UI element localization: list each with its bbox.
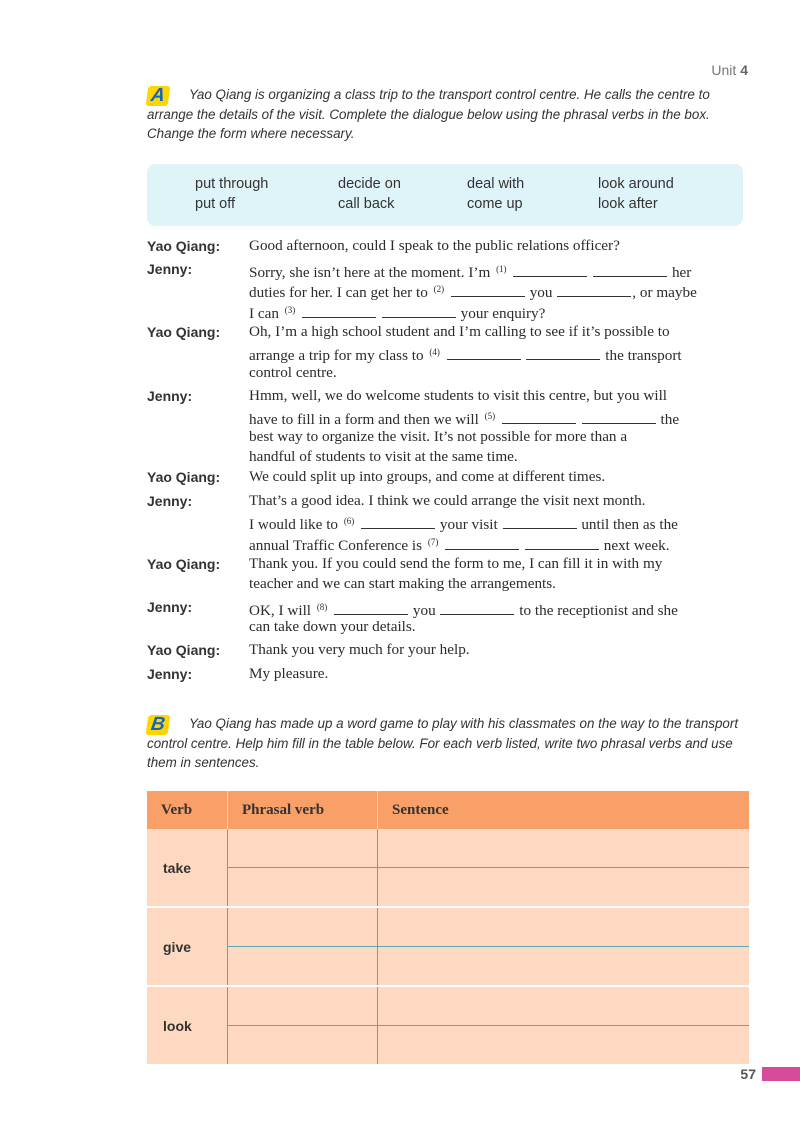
blank-number: (2) <box>433 284 445 295</box>
unit-label <box>711 62 748 78</box>
dialogue-line: arrange a trip for my class to $^{(4)}$ the transport <box>249 347 682 365</box>
dialogue-line: I would like to $^{(6)}$ your visit until then as the <box>249 516 678 534</box>
phrasal-verb-cell[interactable] <box>228 947 378 987</box>
blank-number: (4) <box>429 347 440 358</box>
phrasal-verb-cell[interactable] <box>228 868 378 908</box>
phrasal-verb-box <box>147 164 743 226</box>
sentence-cell[interactable] <box>378 829 750 868</box>
speaker-name: Jenny: <box>147 666 193 682</box>
page-number: 57 <box>740 1066 756 1082</box>
answer-blank[interactable] <box>503 516 577 529</box>
sentence-cell[interactable] <box>378 1026 750 1065</box>
verb-option: put off <box>195 196 236 212</box>
sentence-cell[interactable] <box>378 947 750 987</box>
answer-blank[interactable] <box>361 516 435 529</box>
word-game-table <box>147 791 749 1064</box>
verb-option: call back <box>338 196 395 212</box>
blank-number: (6) <box>343 516 355 527</box>
speaker-name: Jenny: <box>147 599 193 615</box>
phrasal-verb-cell[interactable] <box>228 907 378 947</box>
answer-blank[interactable] <box>382 305 456 318</box>
dialogue-line: That’s a good idea. I think we could arrange the visit next month. <box>249 492 646 509</box>
dialogue-line: Hmm, well, we do welcome students to visit this centre, but you will <box>249 387 668 404</box>
speaker-name: Jenny: <box>147 493 193 509</box>
answer-blank[interactable] <box>502 411 576 424</box>
section-b-instruction-text: Yao Qiang has made up a word game to play with his classmates on the way to the transport control centre. Help him fill in the table below. For each verb listed, write two phrasal verbs and use them in sentences. <box>147 716 739 770</box>
answer-blank[interactable] <box>525 537 599 550</box>
blank-number: (1) <box>496 264 507 274</box>
speaker-name: Yao Qiang: <box>147 469 221 485</box>
dialogue-line: annual Traffic Conference is $^{(7)}$ next week. <box>249 536 670 554</box>
dialogue-line: handful of students to visit at the same time. <box>249 447 518 465</box>
sentence-cell[interactable] <box>378 868 750 908</box>
speaker-name: Yao Qiang: <box>147 642 221 658</box>
speaker-name: Yao Qiang: <box>147 238 221 254</box>
verb-cell: look <box>147 986 228 1064</box>
dialogue-line: teacher and we can start making the arrangements. <box>249 575 556 593</box>
dialogue-line: We could split up into groups, and come at different times. <box>249 468 606 485</box>
dialogue-line: Thank you. If you could send the form to me, I can fill it in with my <box>249 555 663 572</box>
verb-option: come up <box>467 196 523 212</box>
blank-number: (8) <box>316 602 328 612</box>
section-b-instruction <box>147 715 747 772</box>
dialogue-line: Good afternoon, could I speak to the public relations officer? <box>249 237 620 254</box>
verb-option: put through <box>195 176 269 192</box>
dialogue-line: best way to organize the visit. It’s not possible for more than a <box>249 427 628 445</box>
answer-blank[interactable] <box>302 305 376 318</box>
answer-blank[interactable] <box>582 411 656 424</box>
header-phrasal-verb: Phrasal verb <box>228 791 378 829</box>
verb-cell: take <box>147 829 228 907</box>
phrasal-verb-cell[interactable] <box>228 1026 378 1065</box>
dialogue-line: control centre. <box>249 363 337 381</box>
header-verb: Verb <box>147 791 228 829</box>
phrasal-verb-cell[interactable] <box>228 829 378 868</box>
dialogue-line: can take down your details. <box>249 618 416 636</box>
phrasal-verb-cell[interactable] <box>228 986 378 1026</box>
answer-blank[interactable] <box>593 264 667 277</box>
blank-number: (7) <box>427 536 439 547</box>
unit-text: Unit <box>711 62 737 78</box>
answer-blank[interactable] <box>526 347 600 360</box>
speaker-name: Jenny: <box>147 261 193 277</box>
dialogue-line: have to fill in a form and then we will $^{(5)}$ the <box>249 411 680 429</box>
dialogue-line: I can $^{(3)}$ your enquiry? <box>249 304 546 322</box>
dialogue-line: Oh, I’m a high school student and I’m calling to see if it’s possible to <box>249 323 670 340</box>
dialogue-line: My pleasure. <box>249 665 329 682</box>
sentence-cell[interactable] <box>378 907 750 947</box>
verb-option: look around <box>598 176 674 192</box>
dialogue-line: Sorry, she isn’t here at the moment. I’m $^{(1)}$ her <box>249 264 692 281</box>
answer-blank[interactable] <box>334 602 408 615</box>
unit-number: 4 <box>740 62 748 78</box>
verb-option: decide on <box>338 176 401 192</box>
answer-blank[interactable] <box>440 602 514 615</box>
verb-option: look after <box>598 196 658 212</box>
section-a-instruction <box>147 86 747 143</box>
speaker-name: Jenny: <box>147 388 193 404</box>
section-a-instruction-text: Yao Qiang is organizing a class trip to the transport control centre. He calls the centre to arrange the details of the visit. Complete the dialogue below using the phrasal verbs in the box. Change the form where necessary. <box>147 87 710 141</box>
answer-blank[interactable] <box>451 284 525 297</box>
answer-blank[interactable] <box>557 284 631 297</box>
verb-option: deal with <box>467 176 525 192</box>
header-sentence: Sentence <box>378 791 750 829</box>
blank-number: (3) <box>284 304 296 315</box>
answer-blank[interactable] <box>447 347 521 360</box>
page-tab-marker <box>762 1067 800 1081</box>
dialogue-line: duties for her. I can get her to $^{(2)}$ you , or maybe <box>249 284 697 302</box>
answer-blank[interactable] <box>513 264 587 277</box>
dialogue-line: OK, I will $^{(8)}$ you to the receptionist and she <box>249 602 678 619</box>
verb-cell: give <box>147 907 228 986</box>
section-a-badge: A <box>146 86 171 106</box>
dialogue-line: Thank you very much for your help. <box>249 641 470 658</box>
answer-blank[interactable] <box>445 537 519 550</box>
section-b-badge: B <box>146 715 171 735</box>
speaker-name: Yao Qiang: <box>147 324 221 340</box>
speaker-name: Yao Qiang: <box>147 556 221 572</box>
blank-number: (5) <box>484 411 496 422</box>
sentence-cell[interactable] <box>378 986 750 1026</box>
